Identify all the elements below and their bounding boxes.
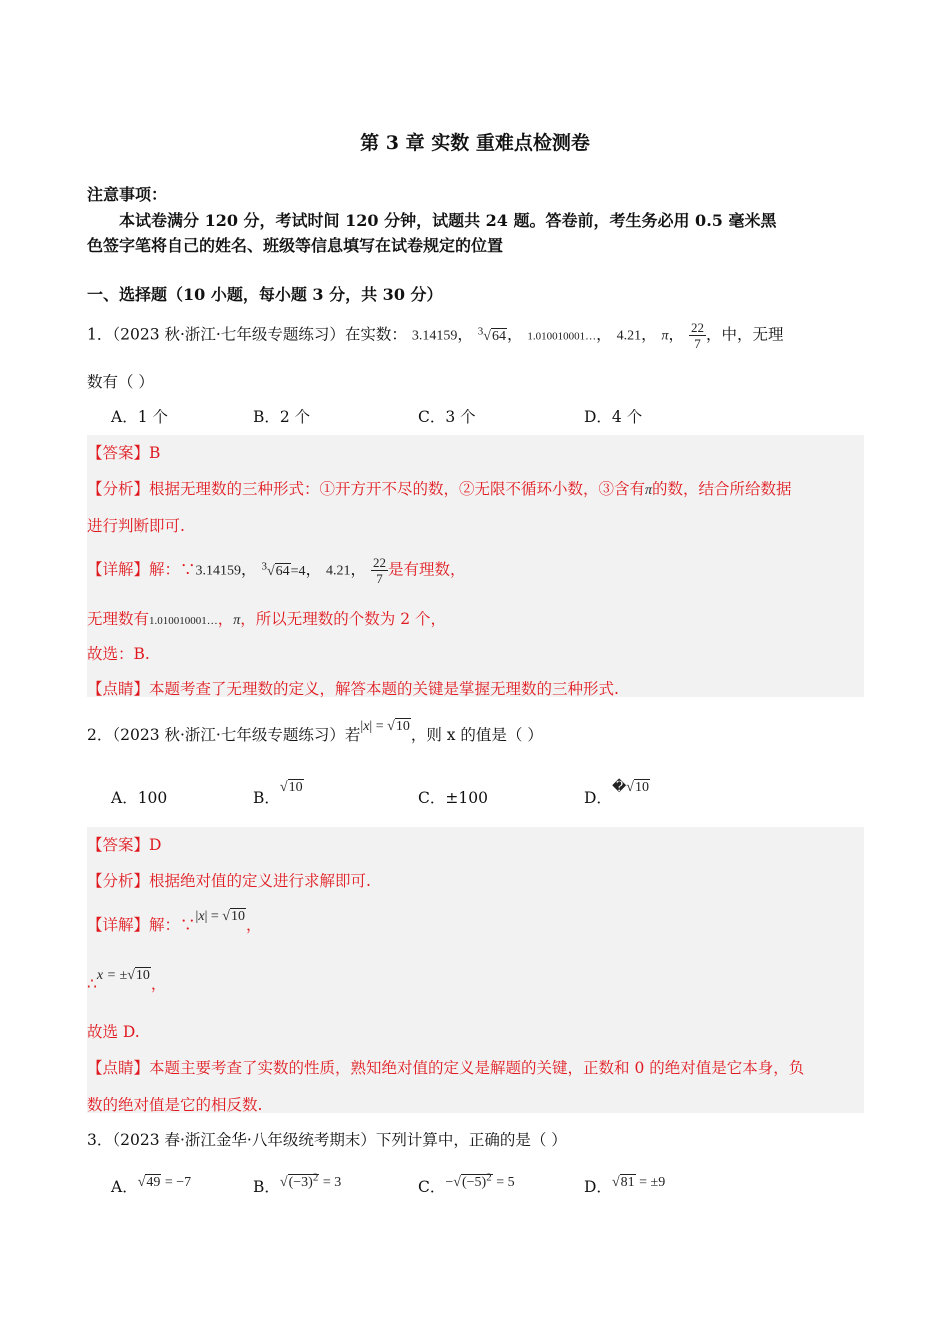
question-2-option-c: C．±100 bbox=[418, 789, 488, 807]
answer-2: 【答案】D bbox=[87, 836, 162, 854]
section-heading: 一、选择题（10 小题，每小题 3 分，共 30 分） bbox=[87, 285, 443, 304]
analysis-2: 【分析】根据绝对值的定义进行求解即可. bbox=[87, 872, 371, 890]
comment-1: 【点睛】本题考查了无理数的定义，解答本题的关键是掌握无理数的三种形式. bbox=[87, 680, 619, 698]
question-1-stem: 1．（2023 秋·浙江·七年级专题练习）在实数： 3.14159， $^3$√64， 1.010010001…， 4.21， π， $\frac{22}{7}$ ，中，无理 bbox=[87, 320, 784, 351]
question-3-option-b: B．$√(-3)^2 = 3$ bbox=[253, 1171, 342, 1196]
question-2-option-b: B．√10 bbox=[253, 780, 303, 807]
question-2-option-d: D．�√10 bbox=[584, 780, 649, 807]
question-2-option-a: A．100 bbox=[111, 789, 168, 807]
question-source: （2023 秋·浙江·七年级专题练习） bbox=[112, 325, 345, 344]
detail-1: 【详解】解：∵3.14159， $^3$√64=4， 4.21， $\frac{22}{7}$ 是有理数， bbox=[87, 555, 466, 586]
question-3-option-a: A．√49 = −7 bbox=[111, 1175, 192, 1196]
notice-heading: 注意事项： bbox=[87, 185, 168, 204]
question-1-option-c: C．3 个 bbox=[418, 408, 476, 426]
question-number: 1． bbox=[87, 325, 113, 344]
question-1-option-d: D．4 个 bbox=[584, 408, 643, 426]
question-1-stem-cont: 数有（ ） bbox=[87, 373, 154, 391]
analysis-1: 【分析】根据无理数的三种形式：①开方开不尽的数，②无限不循环小数，③含有π的数，结合所给数据 bbox=[87, 480, 792, 498]
detail-2: 【详解】解：∵|x| = √10， bbox=[87, 909, 262, 934]
notice-line-1: 本试卷满分 120 分，考试时间 120 分钟，试题共 24 题。答卷前，考生务必用 0.5 毫米黑 bbox=[119, 211, 777, 230]
question-3-option-d: D．√81 = ±9 bbox=[584, 1175, 666, 1196]
answer-1: 【答案】B bbox=[87, 444, 161, 462]
choose-2: 故选 D. bbox=[87, 1023, 140, 1041]
question-3-option-c: C．$-√(-5)^2 = 5$ bbox=[418, 1171, 515, 1196]
choose-1: 故选：B. bbox=[87, 645, 150, 663]
detail-2-cont: ∴x = ±√10， bbox=[87, 968, 167, 993]
question-1-option-a: A．1 个 bbox=[111, 408, 168, 426]
notice-line-2: 色签字笔将自己的姓名、班级等信息填写在试卷规定的位置 bbox=[87, 236, 504, 255]
analysis-1-cont: 进行判断即可. bbox=[87, 517, 185, 535]
page-title: 第 3 章 实数 重难点检测卷 bbox=[360, 132, 590, 154]
detail-1-cont: 无理数有1.010010001…，π，所以无理数的个数为 2 个， bbox=[87, 610, 447, 628]
question-1-option-b: B．2 个 bbox=[253, 408, 311, 426]
comment-2-cont: 数的绝对值是它的相反数. bbox=[87, 1096, 263, 1114]
comment-2: 【点睛】本题主要考查了实数的性质，熟知绝对值的定义是解题的关键，正数和 0 的绝对值是它本身，负 bbox=[87, 1059, 805, 1077]
question-3-stem: 3．（2023 春·浙江金华·八年级统考期末）下列计算中，正确的是（ ） bbox=[87, 1131, 567, 1149]
question-2-stem: 2．（2023 秋·浙江·七年级专题练习）若|x| = √10，则 x 的值是（ ） bbox=[87, 719, 543, 744]
